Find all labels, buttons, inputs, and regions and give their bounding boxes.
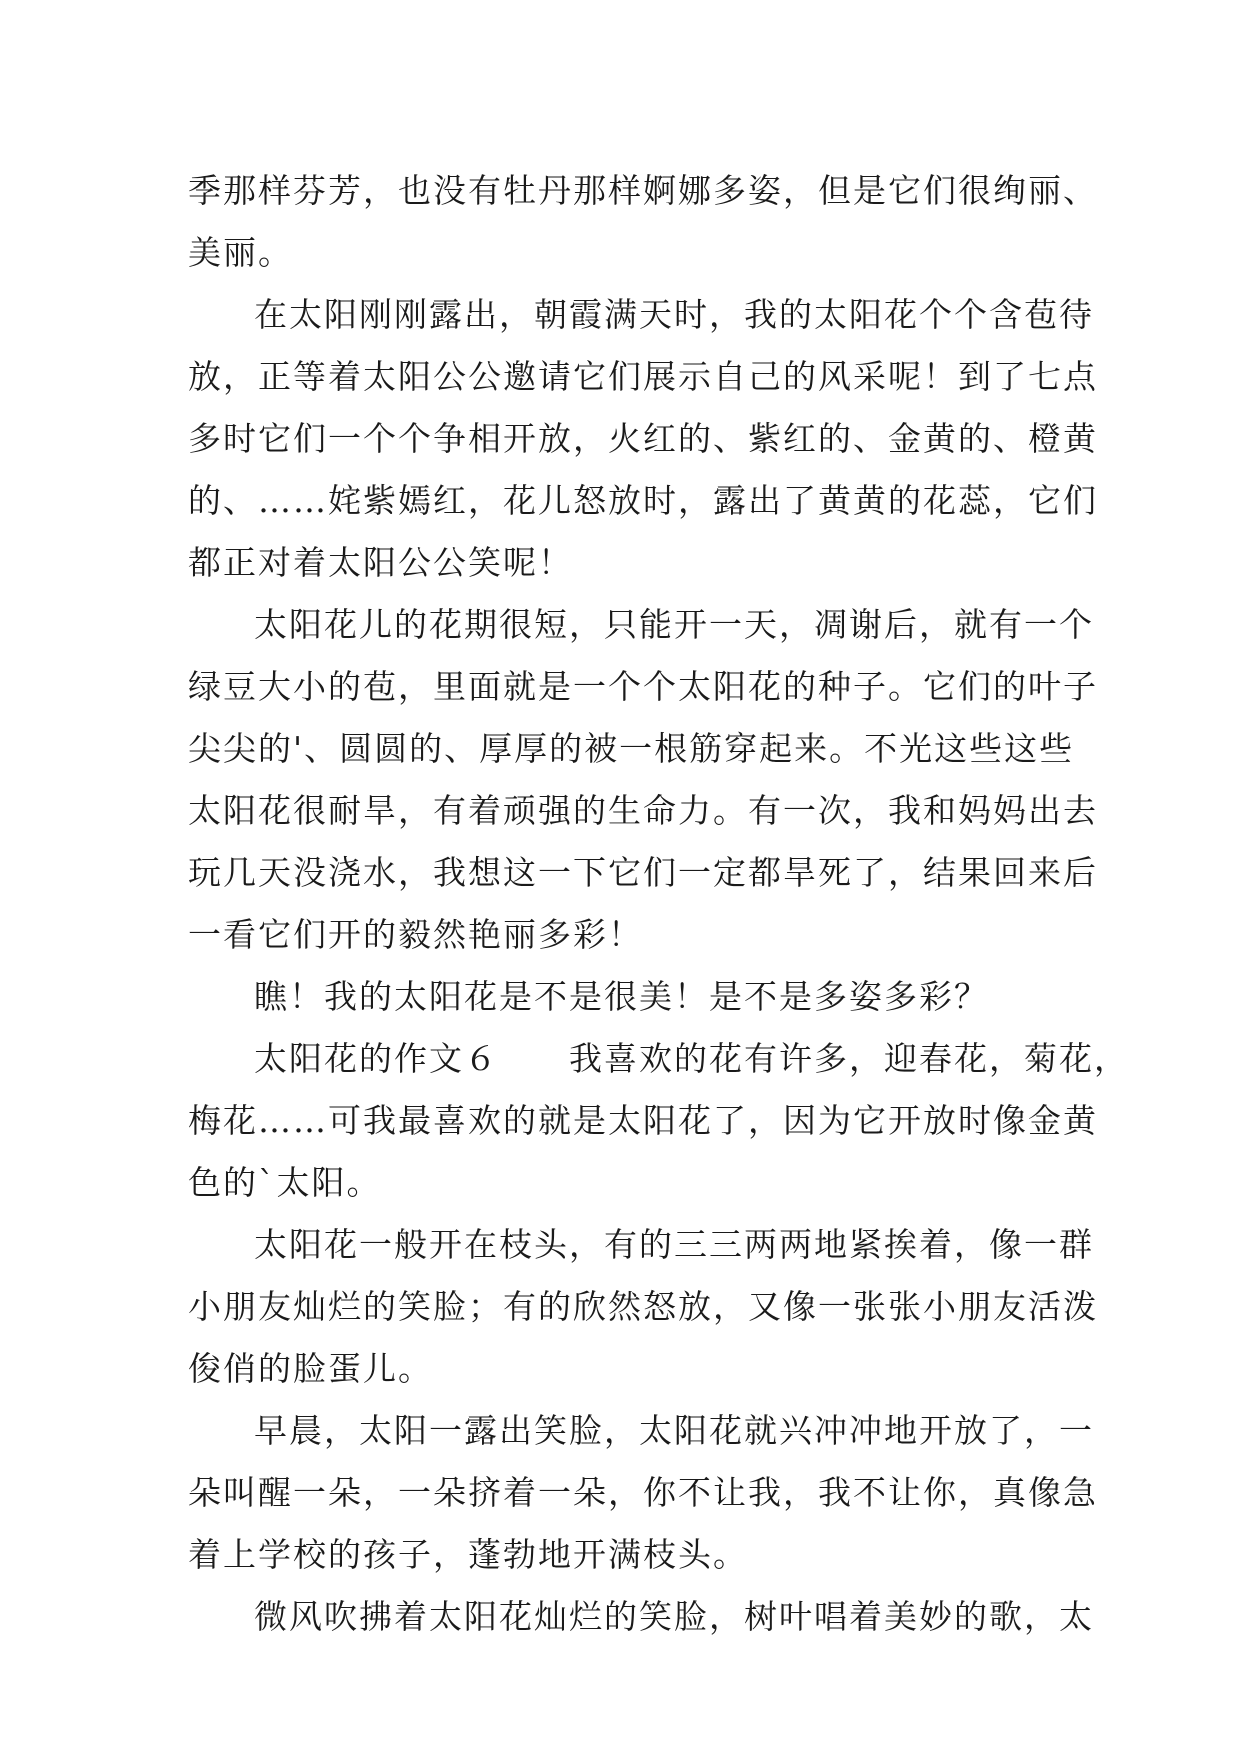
text-line: 朵叫醒一朵，一朵挤着一朵，你不让我，我不让你，真像急: [188, 1473, 1098, 1512]
text-line: 梅花……可我最喜欢的就是太阳花了，因为它开放时像金黄: [188, 1101, 1098, 1140]
document-body: [188, 160, 1129, 1648]
paragraph-5: [188, 1028, 1129, 1214]
paragraph-6: [188, 1214, 1098, 1400]
text-line: 在太阳刚刚露出，朝霞满天时，我的太阳花个个含苞待: [254, 295, 1094, 334]
text-line: 着上学校的孩子，蓬勃地开满枝头。: [188, 1535, 748, 1574]
text-line: 瞧！我的太阳花是不是很美！是不是多姿多彩？: [254, 977, 989, 1016]
paragraph-8: [188, 1586, 1094, 1648]
text-line: 尖尖的'、圆圆的、厚厚的被一根筋穿起来。不光这些这些: [188, 729, 1075, 768]
paragraph-1: [188, 160, 1098, 284]
text-line: 俊俏的脸蛋儿。: [188, 1349, 433, 1388]
text-line: 早晨，太阳一露出笑脸，太阳花就兴冲冲地开放了，一: [254, 1411, 1094, 1450]
text-line: 一看它们开的毅然艳丽多彩！: [188, 915, 643, 954]
text-line: 的、……姹紫嫣红，花儿怒放时，露出了黄黄的花蕊，它们: [188, 481, 1098, 520]
paragraph-4: [188, 966, 1058, 1028]
text-line: 太阳花一般开在枝头，有的三三两两地紧挨着，像一群: [254, 1225, 1094, 1264]
text-line: 美丽。: [188, 233, 293, 272]
text-line: 放，正等着太阳公公邀请它们展示自己的风采呢！到了七点: [188, 357, 1098, 396]
text-line: 都正对着太阳公公笑呢！: [188, 543, 573, 582]
text-line: 多时它们一个个争相开放，火红的、紫红的、金黄的、橙黄: [188, 419, 1098, 458]
text-line: 太阳花的作文６ 我喜欢的花有许多，迎春花，菊花，: [254, 1039, 1129, 1078]
paragraph-2: [188, 284, 1098, 594]
text-line: 玩几天没浇水，我想这一下它们一定都旱死了，结果回来后: [188, 853, 1098, 892]
text-line: 太阳花儿的花期很短，只能开一天，凋谢后，就有一个: [254, 605, 1094, 644]
text-line: 绿豆大小的苞，里面就是一个个太阳花的种子。它们的叶子: [188, 667, 1098, 706]
paragraph-3: [188, 594, 1098, 966]
text-line: 色的`太阳。: [188, 1163, 382, 1202]
text-line: 季那样芬芳，也没有牡丹那样婀娜多姿，但是它们很绚丽、: [188, 171, 1098, 210]
text-line: 微风吹拂着太阳花灿烂的笑脸，树叶唱着美妙的歌，太: [254, 1597, 1094, 1636]
paragraph-7: [188, 1400, 1098, 1586]
text-line: 太阳花很耐旱，有着顽强的生命力。有一次，我和妈妈出去: [188, 791, 1098, 830]
text-line: 小朋友灿烂的笑脸；有的欣然怒放，又像一张张小朋友活泼: [188, 1287, 1098, 1326]
